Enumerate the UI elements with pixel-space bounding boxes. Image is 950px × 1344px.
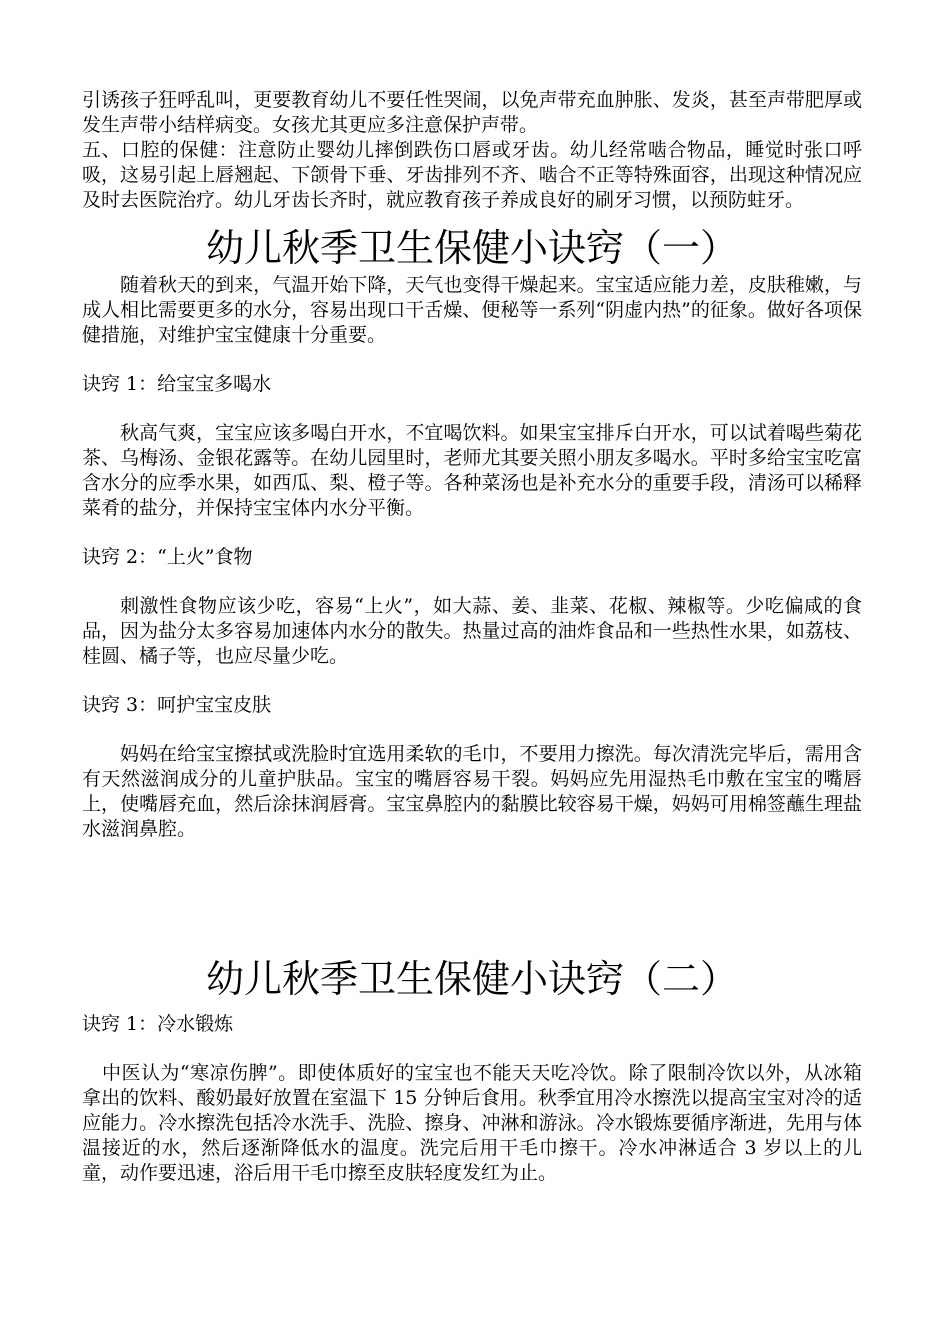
intro-paragraph-oral-care: 五、口腔的保健：注意防止婴幼儿摔倒跌伤口唇或牙齿。幼儿经常啮合物品，睡觉时张口呼吸，这易引起上唇翘起、下颌骨下垂、牙齿排列不齐、啮合不正等特殊面容，出现这种情况应及时去医院治疗。幼儿牙齿长齐时，就应教育孩子养成良好的刷牙习惯，以预防蛀牙。 xyxy=(82,139,862,211)
document-page xyxy=(82,88,862,1186)
section2-title: 幼儿秋季卫生保健小诀窍（二） xyxy=(205,957,738,1001)
tip-body: 刺激性食物应该少吃，容易“上火”，如大蒜、姜、韭菜、花椒、辣椒等。少吃偏咸的食品，因为盐分太多容易加速体内水分的散失。热量过高的油炸食品和一些热性水果，如荔枝、桂圆、橘子等，也应尽量少吃。 xyxy=(82,595,862,667)
tip-heading: 诀窍 3：呵护宝宝皮肤 xyxy=(82,694,272,716)
section1-title: 幼儿秋季卫生保健小诀窍（一） xyxy=(205,226,738,270)
tip-heading: 诀窍 1：给宝宝多喝水 xyxy=(82,373,272,395)
section1-intro: 随着秋天的到来，气温开始下降，天气也变得干燥起来。宝宝适应能力差，皮肤稚嫩，与成人相比需要更多的水分，容易出现口干舌燥、便秘等一系列“阴虚内热”的征象。做好各项保健措施，对维护宝宝健康十分重要。 xyxy=(82,274,862,346)
tip-body: 中医认为“寒凉伤脾”。即使体质好的宝宝也不能天天吃冷饮。除了限制冷饮以外，从冰箱拿出的饮料、酸奶最好放置在室温下 15 分钟后食用。秋季宜用冷水擦洗以提高宝宝对冷的适应能力。冷水擦洗包括冷水洗手、洗脸、擦身、冲淋和游泳。冷水锻炼要循序渐进，先用与体温接近的水，然后逐渐降低水的温度。洗完后用干毛巾擦干。冷水冲淋适合 3 岁以上的儿童，动作要迅速，浴后用干毛巾擦至皮肤轻度发红为止。 xyxy=(82,1062,862,1184)
intro-paragraph-voice: 引诱孩子狂呼乱叫，更要教育幼儿不要任性哭闹，以免声带充血肿胀、发炎，甚至声带肥厚或发生声带小结样病变。女孩尤其更应多注意保护声带。 xyxy=(82,89,862,136)
tip-body: 妈妈在给宝宝擦拭或洗脸时宜选用柔软的毛巾，不要用力擦洗。每次清洗完毕后，需用含有天然滋润成分的儿童护肤品。宝宝的嘴唇容易干裂。妈妈应先用湿热毛巾敷在宝宝的嘴唇上，使嘴唇充血，然后涂抹润唇膏。宝宝鼻腔内的黏膜比较容易干燥，妈妈可用棉签蘸生理盐水滋润鼻腔。 xyxy=(82,743,862,840)
tip-body: 秋高气爽，宝宝应该多喝白开水，不宜喝饮料。如果宝宝排斥白开水，可以试着喝些菊花茶、乌梅汤、金银花露等。在幼儿园里时，老师尤其要关照小朋友多喝水。平时多给宝宝吃富含水分的应季水果，如西瓜、梨、橙子等。各种菜汤也是补充水分的重要手段，清汤可以稀释菜肴的盐分，并保持宝宝体内水分平衡。 xyxy=(82,422,862,519)
tip-heading: 诀窍 2：“上火”食物 xyxy=(82,546,253,568)
tip-heading: 诀窍 1：冷水锻炼 xyxy=(82,1013,234,1035)
